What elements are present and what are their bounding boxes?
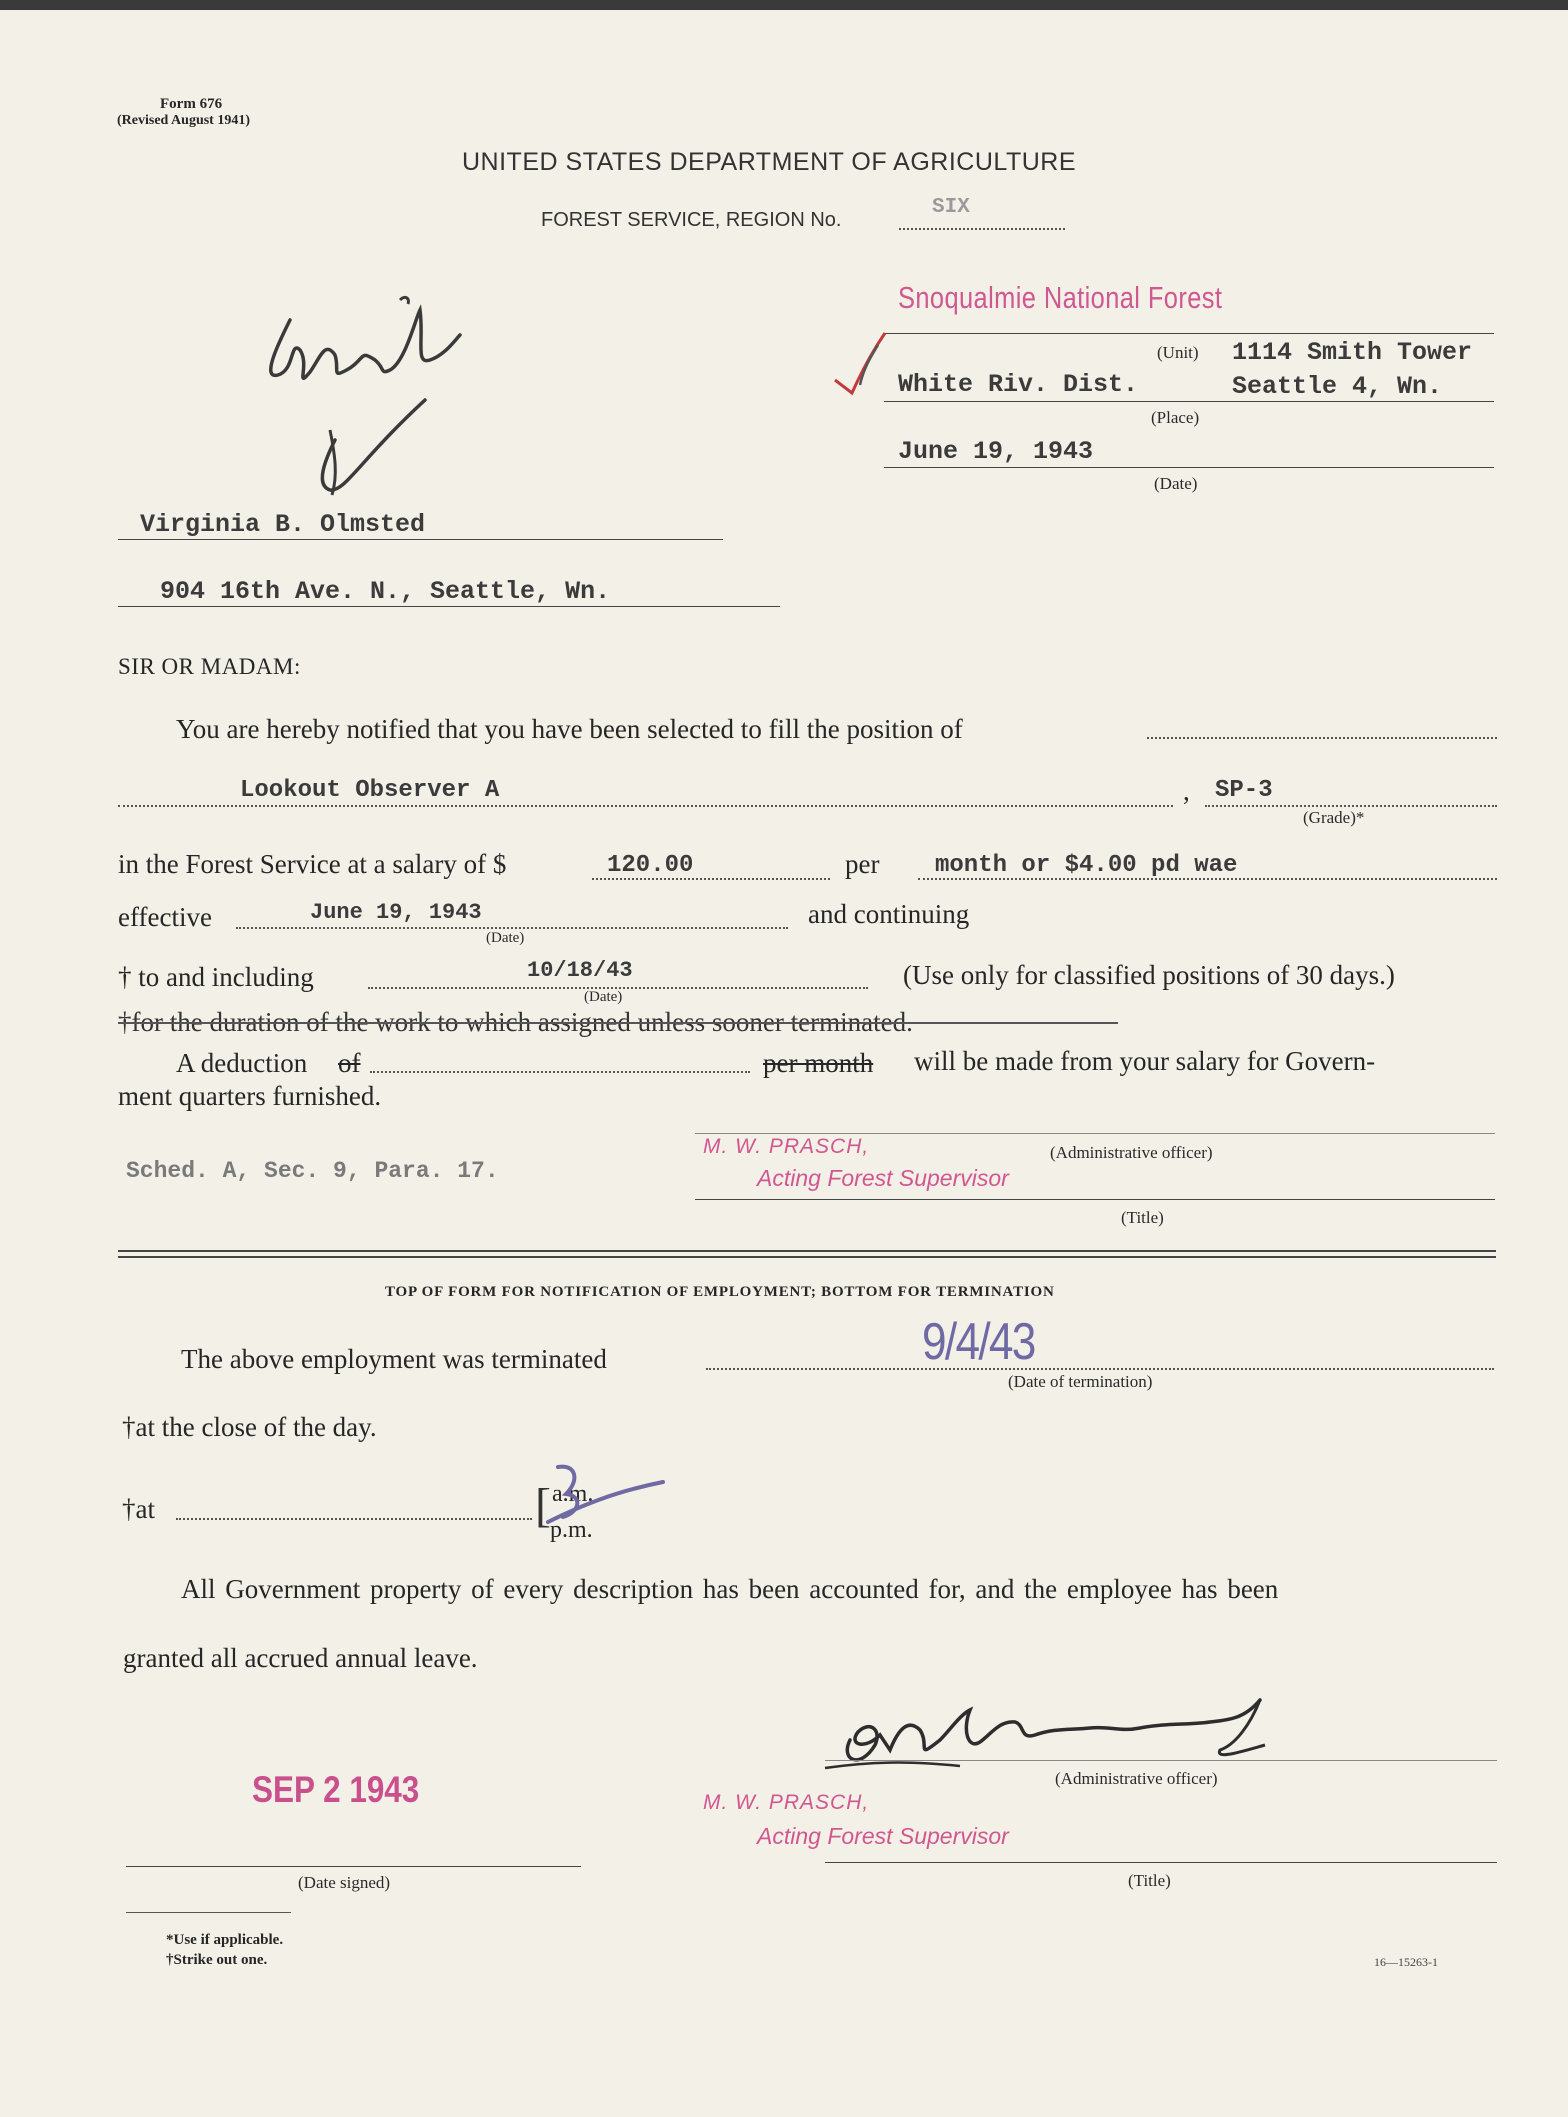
am-pm-strike-mark bbox=[538, 1462, 668, 1542]
am-label: a.m. bbox=[552, 1481, 594, 1507]
form-number: Form 676 bbox=[160, 96, 223, 112]
unit-caption: (Unit) bbox=[1157, 343, 1199, 362]
footnote-2: †Strike out one. bbox=[166, 1952, 268, 1968]
to-including-label: † to and including bbox=[118, 962, 314, 992]
intro-text: You are hereby notified that you have been selected to fill the position of bbox=[176, 714, 963, 744]
salary-period: month or $4.00 pd wae bbox=[935, 852, 1238, 879]
effective-line bbox=[236, 927, 788, 929]
termination-officer-stamp-title: Acting Forest Supervisor bbox=[757, 1823, 1009, 1849]
am-pm-brace: [ bbox=[535, 1479, 551, 1532]
per-label: per bbox=[845, 849, 880, 879]
grade-value: SP-3 bbox=[1215, 777, 1273, 804]
effective-date: June 19, 1943 bbox=[310, 900, 482, 925]
admin-officer-top-line bbox=[695, 1133, 1495, 1134]
print-code: 16—15263-1 bbox=[1374, 1955, 1438, 1969]
mail-signature-graphic bbox=[240, 280, 480, 520]
termination-admin-caption: (Administrative officer) bbox=[1055, 1769, 1218, 1788]
section-divider bbox=[118, 1250, 1496, 1258]
termination-line bbox=[706, 1368, 1494, 1370]
deduction-rest-2: ment quarters furnished. bbox=[118, 1081, 382, 1111]
end-date-caption: (Date) bbox=[584, 989, 623, 1005]
termination-officer-stamp-name: M. W. PRASCH, bbox=[703, 1791, 870, 1814]
unit-date: June 19, 1943 bbox=[898, 437, 1094, 466]
at-time-line bbox=[176, 1518, 532, 1520]
title-line bbox=[695, 1199, 1495, 1200]
effective-label: effective bbox=[118, 902, 212, 932]
unit-address-line2: Seattle 4, Wn. bbox=[1232, 372, 1443, 401]
region-number: SIX bbox=[932, 196, 970, 214]
salutation: SIR OR MADAM: bbox=[118, 654, 301, 679]
place-line bbox=[884, 401, 1494, 402]
date-signed-line bbox=[126, 1866, 581, 1867]
addressee-name: Virginia B. Olmsted bbox=[140, 510, 426, 539]
form-revised: (Revised August 1941) bbox=[117, 113, 251, 128]
effective-caption: (Date) bbox=[486, 930, 525, 946]
grade-comma: , bbox=[1183, 776, 1190, 806]
termination-caption: (Date of termination) bbox=[1008, 1372, 1153, 1391]
termination-title-caption: (Title) bbox=[1128, 1871, 1171, 1890]
officer-stamp-title: Acting Forest Supervisor bbox=[757, 1165, 1009, 1191]
at-label: †at bbox=[122, 1494, 155, 1524]
termination-title-line bbox=[825, 1862, 1497, 1863]
continuing-label: and continuing bbox=[808, 899, 970, 929]
date-line bbox=[884, 467, 1494, 468]
end-date: 10/18/43 bbox=[527, 958, 633, 983]
department-title: UNITED STATES DEPARTMENT OF AGRICULTURE bbox=[462, 148, 1077, 176]
admin-officer-caption: (Administrative officer) bbox=[1050, 1143, 1213, 1162]
footnote-rule bbox=[126, 1912, 291, 1913]
region-line bbox=[899, 228, 1065, 230]
duration-line: †for the duration of the work to which assigned unless sooner terminated. bbox=[118, 1007, 913, 1037]
addressee-address-line bbox=[118, 606, 780, 607]
scan-edge bbox=[0, 0, 1568, 10]
classified-note: (Use only for classified positions of 30 days.) bbox=[903, 960, 1395, 990]
divider-text: TOP OF FORM FOR NOTIFICATION OF EMPLOYMENT; BOTTOM FOR TERMINATION bbox=[385, 1284, 1055, 1300]
per-month: per month bbox=[763, 1048, 874, 1078]
duration-strike bbox=[118, 1022, 1118, 1024]
close-of-day: †at the close of the day. bbox=[122, 1412, 377, 1442]
officer-stamp-name: M. W. PRASCH, bbox=[703, 1135, 870, 1158]
unit-address-line1: 1114 Smith Tower bbox=[1232, 338, 1473, 367]
addressee-name-line bbox=[118, 539, 723, 540]
service-label: FOREST SERVICE, REGION No. bbox=[541, 209, 842, 231]
date-caption: (Date) bbox=[1154, 474, 1198, 493]
termination-date: 9/4/43 bbox=[922, 1313, 1035, 1371]
deduction-line bbox=[370, 1071, 750, 1073]
termination-admin-line bbox=[825, 1760, 1497, 1761]
salary-amount: 120.00 bbox=[607, 852, 694, 879]
unit-stamp: Snoqualmie National Forest bbox=[898, 280, 1223, 315]
place-caption: (Place) bbox=[1151, 408, 1200, 427]
position-line-1 bbox=[1147, 737, 1497, 739]
district: White Riv. Dist. bbox=[898, 370, 1139, 399]
deduction-of: of bbox=[338, 1048, 361, 1078]
date-signed-stamp: SEP 2 1943 bbox=[252, 1769, 420, 1810]
authority-citation: Sched. A, Sec. 9, Para. 17. bbox=[126, 1158, 499, 1184]
red-check-mark bbox=[830, 325, 900, 405]
position-title: Lookout Observer A bbox=[240, 777, 500, 804]
addressee-address: 904 16th Ave. N., Seattle, Wn. bbox=[160, 577, 611, 606]
property-line-1: All Government property of every description has been accounted for, and the employee has been bbox=[181, 1574, 1279, 1604]
deduction-label: A deduction bbox=[176, 1048, 308, 1078]
pm-label: p.m. bbox=[550, 1517, 593, 1543]
period-line bbox=[918, 878, 1497, 880]
property-line-2: granted all accrued annual leave. bbox=[123, 1643, 478, 1673]
deduction-rest: will be made from your salary for Govern- bbox=[914, 1046, 1376, 1076]
grade-line bbox=[1205, 805, 1497, 807]
position-line-2 bbox=[118, 805, 1173, 807]
grade-caption: (Grade)* bbox=[1303, 808, 1365, 827]
terminated-label: The above employment was terminated bbox=[181, 1344, 607, 1374]
title-caption: (Title) bbox=[1121, 1208, 1164, 1227]
unit-line bbox=[884, 333, 1494, 334]
salary-line bbox=[592, 878, 830, 880]
date-signed-caption: (Date signed) bbox=[298, 1873, 391, 1892]
footnote-1: *Use if applicable. bbox=[166, 1932, 284, 1948]
salary-prefix: in the Forest Service at a salary of $ bbox=[118, 849, 507, 879]
